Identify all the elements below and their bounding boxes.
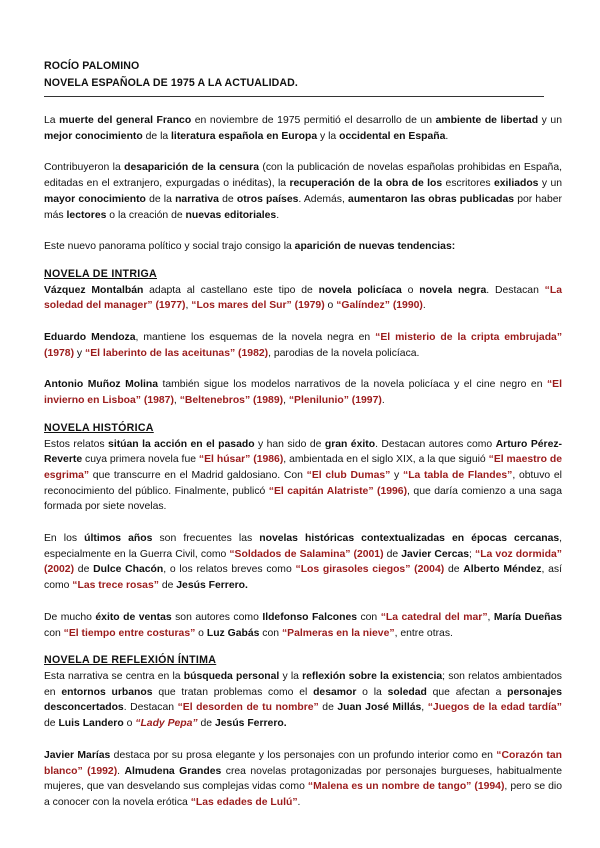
historica-paragraph: En los últimos años son frecuentes las novelas históricas contextualizadas en épocas cercanas, especialmente en la Guerra Civil, como “Soldados de Salamina” (2001) de Javier Cercas; “La voz dormida” (2002) de Dulce Chacón, o los relatos breves como “Los girasoles ciegos” (2004) de Alberto Méndez, así como “Las trece rosas” de Jesús Ferrero.	[44, 533, 563, 592]
historica-paragraph: De mucho éxito de ventas son autores como Ildefonso Falcones con “La catedral del mar”, María Dueñas con “El tiempo entre costuras” o Luz Gabás con “Palmeras en la nieve”, entre otras.	[44, 611, 563, 639]
section-heading-historica: NOVELA HISTÓRICA	[44, 421, 154, 434]
reflexion-paragraph: Javier Marías destaca por su prosa elegante y los personajes con un profundo interior como en “Corazón tan blanco” (1992). Almudena Grandes crea novelas protagonizadas por personajes burgueses, habitualmente mujeres, que van desvelando sus complejas vidas como “Malena es un nombre de tango” (1994), pero se dio a conocer con la novela erótica “Las edades de Lulú”.	[44, 749, 563, 808]
intriga-paragraph: Eduardo Mendoza, mantiene los esquemas de la novela negra en “El misterio de la cripta embrujada” (1978) y “El laberinto de las aceitunas” (1982), parodias de la novela policíaca.	[44, 332, 563, 359]
title-divider	[44, 96, 544, 97]
document-header	[44, 58, 298, 92]
intro-paragraph: La muerte del general Franco en noviembre de 1975 permitió el desarrollo de un ambiente de libertad y un mejor conocimiento de la literatura española en Europa y la occidental en España.	[44, 115, 562, 142]
document-title: NOVELA ESPAÑOLA DE 1975 A LA ACTUALIDAD.	[44, 77, 298, 89]
intriga-paragraph: Antonio Muñoz Molina también sigue los modelos narrativos de la novela policíaca y el cine negro en “El invierno en Lisboa” (1987), “Beltenebros” (1989), “Plenilunio” (1997).	[44, 379, 562, 407]
intro-paragraph: Contribuyeron la desaparición de la censura (con la publicación de novelas españolas prohibidas en España, editadas en el extranjero, expurgadas o inéditas), la recuperación de la obra de los escritores exiliados y un mayor conocimiento de la narrativa de otros países. Además, aumentaron las obras publicadas por haber más lectores o la creación de nuevas editoriales.	[44, 162, 563, 221]
author-name: ROCÍO PALOMINO	[44, 60, 140, 72]
historica-paragraph: Estos relatos sitúan la acción en el pasado y han sido de gran éxito. Destacan autores como Arturo Pérez-Reverte cuya primera novela fue “El húsar” (1986), ambientada en el siglo XIX, a la que siguió “El maestro de esgrima” que transcurre en el Madrid galdosiano. Con “El club Dumas” y “La tabla de Flandes”, obtuvo el reconocimiento del público. Finalmente, publicó “El capitán Alatriste” (1996), que daría comienzo a una saga formada por siete novelas.	[44, 438, 563, 513]
document-body	[44, 113, 562, 827]
intriga-paragraph: Vázquez Montalbán adapta al castellano este tipo de novela policíaca o novela negra. Destacan “La soledad del manager” (1977), “Los mares del Sur” (1979) o “Galíndez” (1990).	[44, 284, 562, 312]
reflexion-paragraph: Esta narrativa se centra en la búsqueda personal y la reflexión sobre la existencia; son relatos ambientados en entornos urbanos que tratan problemas como el desamor o la soledad que afectan a personajes desconcertados. Destacan “El desorden de tu nombre” de Juan José Millás, “Juegos de la edad tardía” de Luis Landero o “Lady Pepa” de Jesús Ferrero.	[44, 670, 562, 730]
section-heading-intriga: NOVELA DE INTRIGA	[44, 267, 158, 280]
section-heading-reflexion: NOVELA DE REFLEXIÓN ÍNTIMA	[44, 654, 217, 667]
intro-paragraph: Este nuevo panorama político y social trajo consigo la aparición de nuevas tendencias:	[44, 241, 456, 253]
